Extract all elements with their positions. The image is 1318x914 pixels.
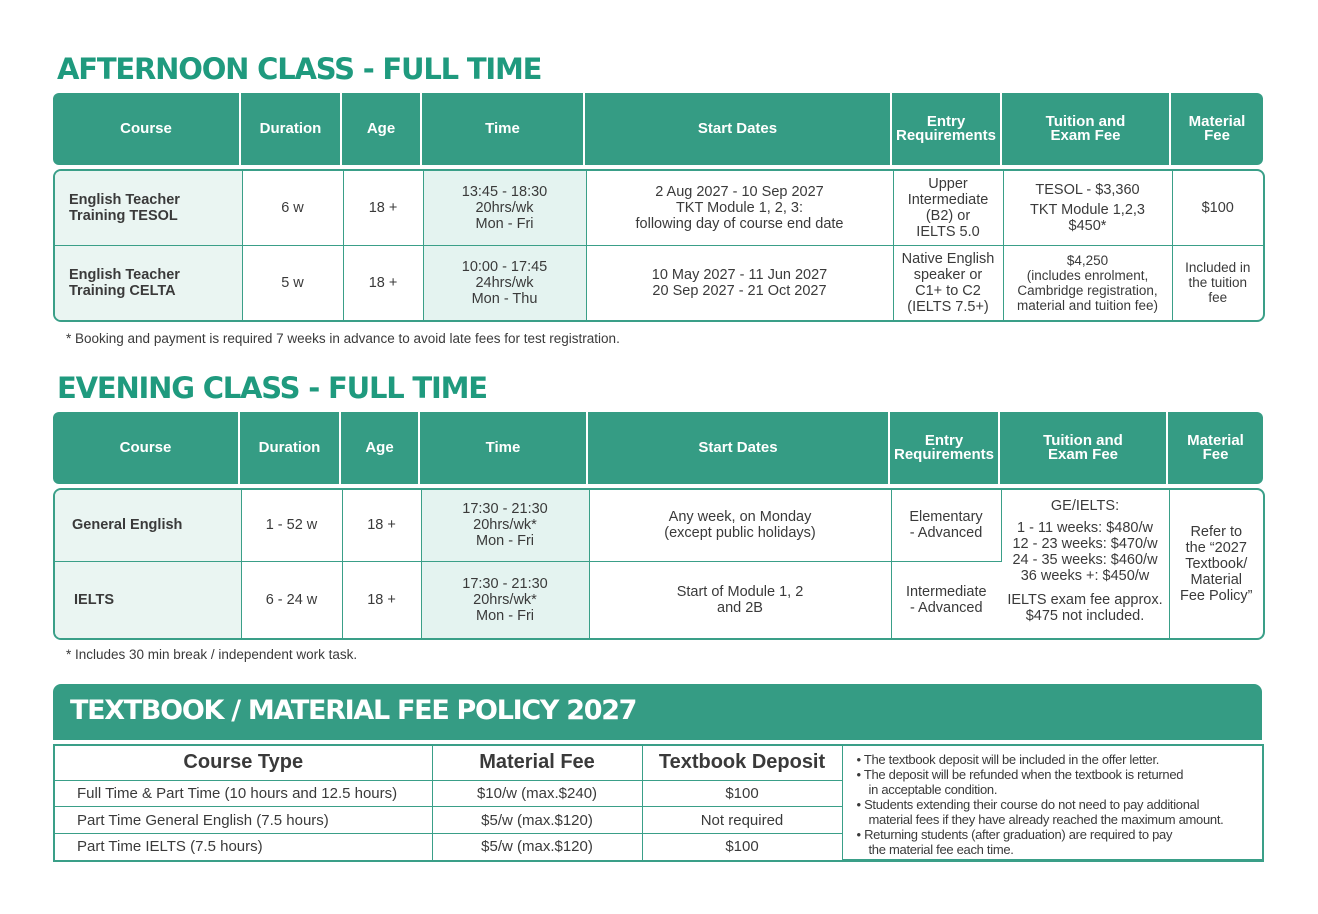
policy-title-band — [53, 684, 1262, 740]
course-name: General English — [55, 490, 241, 561]
deposit-cell: $100 — [642, 780, 842, 807]
time-cell: 13:45 - 18:30 20hrs/wk Mon - Fri — [423, 171, 586, 245]
time-cell: 10:00 - 17:45 24hrs/wk Mon - Thu — [423, 245, 586, 320]
table-row — [55, 171, 1263, 245]
afternoon-section-title: AFTERNOON CLASS - FULL TIME — [57, 52, 542, 86]
afternoon-footnote: * Booking and payment is required 7 weeks in advance to avoid late fees for test registration. — [66, 331, 620, 346]
evening-footnote: * Includes 30 min break / independent work task. — [66, 647, 358, 662]
material-cell: Included in the tuition fee — [1185, 260, 1251, 306]
entry-cell: Upper Intermediate (B2) or IELTS 5.0 — [893, 171, 1003, 245]
header-textbook-deposit: Textbook Deposit — [642, 746, 842, 780]
start-dates-cell: 10 May 2027 - 11 Jun 2027 20 Sep 2027 - 21 Oct 2027 — [586, 245, 893, 320]
header-material-fee: Material Fee — [432, 746, 642, 780]
header-material-fee: Material Fee — [1187, 432, 1244, 463]
course-type-cell: Part Time General English (7.5 hours) — [55, 807, 432, 834]
header-material-fee: Material Fee — [1188, 113, 1246, 144]
material-fee-cell: $10/w (max.$240) — [432, 780, 642, 807]
evening-header-row — [53, 412, 1263, 484]
tuition-line: TKT Module 1,2,3 $450* — [1030, 201, 1145, 234]
deposit-cell: $100 — [642, 833, 842, 859]
course-type-cell: Part Time IELTS (7.5 hours) — [55, 833, 432, 859]
bullet-item-cont: the material fee each time. — [868, 842, 1014, 857]
duration-cell: 5 w — [242, 245, 343, 320]
age-cell: 18 + — [343, 171, 423, 245]
bullet-item-cont: material fees if they have already reached the maximum amount. — [868, 812, 1224, 827]
entry-cell: Intermediate - Advanced — [905, 583, 987, 616]
start-dates-cell: Start of Module 1, 2 and 2B — [589, 561, 891, 638]
duration-cell: 6 - 24 w — [241, 561, 342, 638]
header-tuition-fee: Tuition and Exam Fee — [999, 412, 1167, 484]
course-name: English Teacher Training TESOL — [55, 171, 242, 245]
course-name: IELTS — [55, 561, 241, 638]
course-name: English Teacher Training CELTA — [55, 245, 242, 320]
evening-table — [53, 488, 1265, 640]
time-cell: 17:30 - 21:30 20hrs/wk* Mon - Fri — [421, 561, 589, 638]
policy-bullets — [842, 746, 1262, 860]
policy-table — [53, 744, 1264, 862]
header-start-dates: Start Dates — [587, 412, 889, 484]
header-entry-requirements: Entry Requirements — [889, 412, 999, 484]
header-start-dates: Start Dates — [584, 93, 891, 165]
deposit-cell: Not required — [642, 807, 842, 834]
duration-cell: 1 - 52 w — [241, 490, 342, 561]
entry-cell: Native English speaker or C1+ to C2 (IELTS 7.5+) — [893, 245, 1003, 320]
table-row — [55, 245, 1263, 320]
header-age: Age — [341, 93, 421, 165]
header-entry-requirements: Entry Requirements — [891, 93, 1001, 165]
table-row — [55, 746, 1262, 780]
tuition-cell — [1001, 490, 1169, 638]
start-dates-cell: Any week, on Monday (except public holidays) — [589, 490, 891, 561]
afternoon-header-row — [53, 93, 1263, 165]
material-fee-cell: $5/w (max.$120) — [432, 833, 642, 859]
header-time: Time — [419, 412, 587, 484]
age-cell: 18 + — [342, 490, 421, 561]
tuition-line: TESOL - $3,360 — [1035, 181, 1140, 198]
header-age: Age — [340, 412, 419, 484]
tuition-exam-note: IELTS exam fee approx. $475 not included. — [1007, 592, 1163, 624]
bullet-item: • The textbook deposit will be included in the offer letter. — [856, 752, 1160, 767]
afternoon-table — [53, 169, 1265, 322]
tuition-cell — [1003, 171, 1172, 245]
bullet-item-cont: in acceptable condition. — [868, 782, 998, 797]
header-course-type: Course Type — [55, 746, 432, 780]
table-row — [55, 490, 1263, 561]
header-duration: Duration — [239, 412, 340, 484]
time-cell: 17:30 - 21:30 20hrs/wk* Mon - Fri — [421, 490, 589, 561]
header-duration: Duration — [240, 93, 341, 165]
bullet-item: • Students extending their course do not need to pay additional — [856, 797, 1200, 812]
bullet-item: • The deposit will be refunded when the textbook is returned — [856, 767, 1184, 782]
material-cell: $100 — [1172, 171, 1263, 245]
entry-cell: Elementary - Advanced — [891, 490, 1001, 561]
course-type-cell: Full Time & Part Time (10 hours and 12.5 hours) — [55, 780, 432, 807]
policy-title: TEXTBOOK / MATERIAL FEE POLICY 2027 — [70, 695, 637, 726]
tuition-cell: $4,250 (includes enrolment, Cambridge registration, material and tuition fee) — [1003, 245, 1172, 320]
header-tuition-fee: Tuition and Exam Fee — [1001, 93, 1170, 165]
duration-cell: 6 w — [242, 171, 343, 245]
bullet-item: • Returning students (after graduation) are required to pay — [856, 827, 1173, 842]
material-fee-cell: $5/w (max.$120) — [432, 807, 642, 834]
header-time: Time — [421, 93, 584, 165]
tuition-rates: 1 - 11 weeks: $480/w 12 - 23 weeks: $470/w 24 - 35 weeks: $460/w 36 weeks +: $450/w — [1012, 520, 1158, 584]
age-cell: 18 + — [342, 561, 421, 638]
age-cell: 18 + — [343, 245, 423, 320]
header-course: Course — [53, 93, 240, 165]
header-course: Course — [53, 412, 239, 484]
material-cell: Refer to the “2027 Textbook/ Material Fee Policy” — [1179, 524, 1253, 604]
tuition-heading: GE/IELTS: — [1050, 498, 1120, 514]
start-dates-cell: 2 Aug 2027 - 10 Sep 2027 TKT Module 1, 2, 3: following day of course end date — [586, 171, 893, 245]
evening-section-title: EVENING CLASS - FULL TIME — [57, 371, 487, 405]
